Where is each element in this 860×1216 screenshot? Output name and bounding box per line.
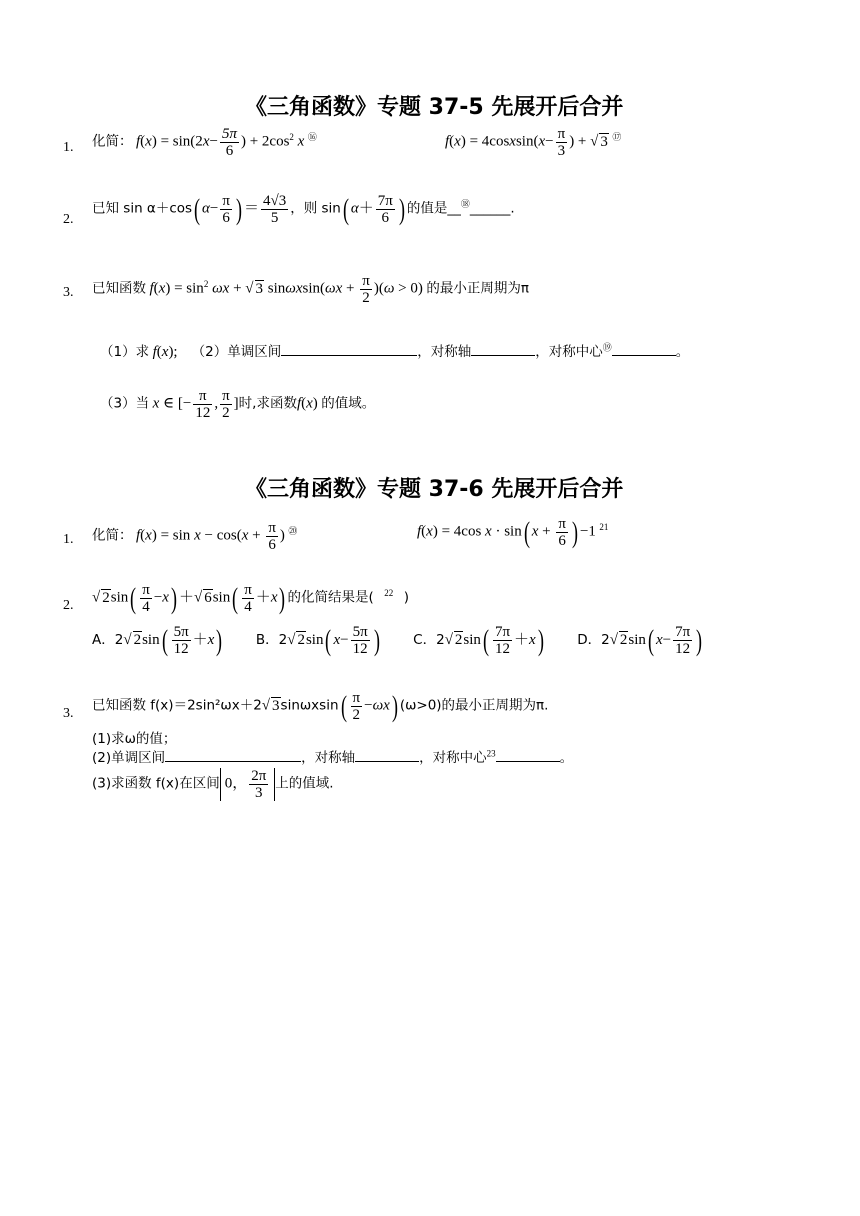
question-number: 2.: [63, 212, 74, 227]
option-d[interactable]: D．2√ 2sin( x− $\frac{7\pi}{12}$ ): [577, 623, 703, 657]
question-3-expr: 已知函数 f(x)＝2sin²ωx＋2√ 3sinωxsin( $\frac{\pi}{2}$ −ωx) (ω>0)的最小正周期为π.: [92, 689, 549, 723]
question-number: 1.: [63, 532, 74, 547]
question-3-part-1-2: （1）求 f(x); （2）单调区间 ，对称轴 ，对称中心⑲ 。: [100, 342, 690, 360]
answer-blank[interactable]: [165, 749, 301, 762]
footnote-marker: ⑲: [602, 342, 612, 353]
question-3-part-1: (1)求ω的值；: [92, 731, 177, 747]
question-2-expr: √ 2sin( $\frac{\pi}{4}$ −x) ＋√ 6sin( $\frac{\pi}{4}$ ＋x) 的化简结果是( $^{22}$ ): [92, 581, 410, 615]
answer-blank[interactable]: [281, 343, 417, 356]
question-1-expr-a: 化简： f(x) = sin(2x− $\frac{5\pi}{6}$ ) + $2\cos^2$ x ⑯: [92, 126, 317, 159]
question-2-expr: 已知 sin α＋cos( α− $\frac{\pi}{6}$ ) ＝ $\frac{4√3}{5}$ ，则 sin( α＋ $\frac{7\pi}{6}$ ) 的值是__⑱______.: [92, 192, 515, 226]
footnote-marker: 21: [599, 522, 609, 533]
question-number: 3.: [63, 285, 74, 300]
question-3-expr: 已知函数 $f(x) = \sin^2 \omega x$ + √ 3 sinωxsin(ωx + $\frac{\pi}{2}$ )(ω > 0) 的最小正周期为π: [92, 273, 530, 306]
option-b[interactable]: B．2√ 2sin( x− $\frac{5\pi}{12}$ ): [255, 623, 380, 657]
question-number: 2.: [63, 598, 74, 613]
footnote-marker: ⑳: [288, 526, 298, 537]
section-title-37-6: 《三角函数》专题 37-6 先展开后合并: [245, 477, 624, 502]
footnote-marker: ⑰: [612, 132, 622, 143]
footnote-marker: ⑯: [307, 132, 317, 143]
question-number: 1.: [63, 140, 74, 155]
question-3-part-3: (3)求函数 f(x)在区间 0， $\frac{2\pi}{3}$ 上的值域.: [92, 768, 334, 801]
question-2-options: [92, 624, 732, 657]
footnote-marker: 22: [384, 588, 394, 599]
question-1-expr-a: 化简： f(x) = sin x − cos(x + $\frac{\pi}{6}$ ) ⑳: [92, 520, 298, 553]
question-1-expr-b: f(x) = 4cosxsin(x− $\frac{\pi}{3}$ ) + √ 3 ⑰: [445, 126, 622, 159]
question-3-part-3: （3）当 x ∈ [− $\frac{\pi}{12}$ , $\frac{\pi}{2}$ ]时,求函数f(x) 的值域。: [100, 388, 376, 421]
question-1-expr-b: f(x) = 4cos x · sin( x + $\frac{\pi}{6}$ ) −1 $^{21}$: [417, 515, 609, 549]
answer-blank[interactable]: [612, 343, 676, 356]
question-number: 3.: [63, 706, 74, 721]
answer-blank[interactable]: [355, 749, 419, 762]
option-a[interactable]: A．2√ 2sin( $\frac{5\pi}{12}$ ＋x): [92, 623, 223, 657]
answer-blank[interactable]: [496, 749, 560, 762]
option-c[interactable]: C．2√ 2sin( $\frac{7\pi}{12}$ ＋x): [413, 623, 544, 657]
answer-blank[interactable]: [471, 343, 535, 356]
question-3-part-2: (2)单调区间 ，对称轴 ，对称中心$^{23}$ 。: [92, 748, 574, 766]
section-title-37-5: 《三角函数》专题 37-5 先展开后合并: [245, 95, 624, 120]
footnote-marker: ⑱: [460, 199, 470, 210]
footnote-marker: 23: [486, 748, 496, 759]
